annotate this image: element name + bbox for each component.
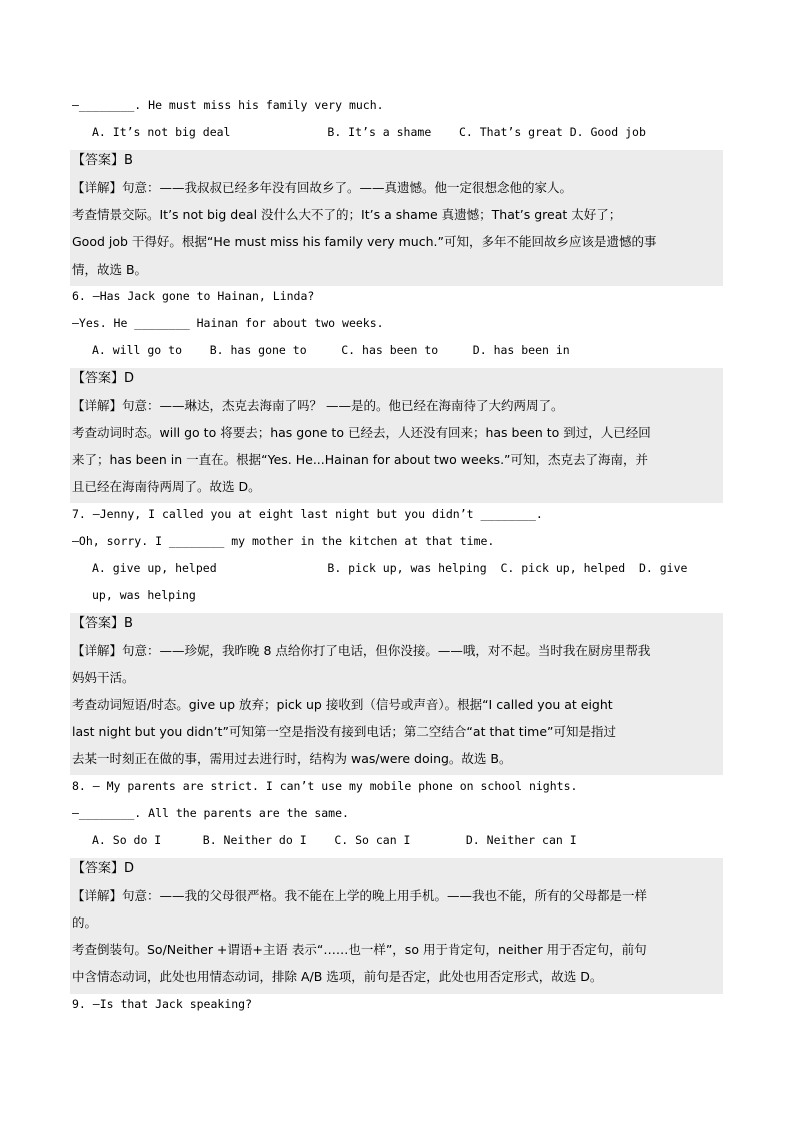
q7-detail-4: last night but you didn’t”可知第一空是指没有接到电话；第二空结合“at that time”可知是指过: [72, 724, 617, 739]
q8-detail-2: 的。: [72, 915, 98, 930]
q8-detail-4: 中含情态动词，此处也用情态动词，排除 A/B 选项，前句是否定，此处也用否定形式，故选 D。: [72, 969, 603, 984]
q5-detail-1: 【详解】句意：——我叔叔已经多年没有回故乡了。——真遗憾。他一定很想念他的家人。: [72, 180, 573, 195]
q6-detail-2: 考查动词时态。will go to 将要去；has gone to 已经去，人还没有回来；has been to 到过，人已经回: [72, 425, 651, 440]
q8-options: A. So do I B. Neither do I C. So can I D. Neither can I: [92, 833, 577, 847]
q5-detail-2: 考查情景交际。It’s not big deal 没什么大不了的；It’s a shame 真遗憾；That’s great 太好了；: [72, 207, 622, 222]
q7-stem-2: —Oh, sorry. I ________ my mother in the kitchen at that time.: [72, 534, 495, 548]
q9-stem-1: 9. —Is that Jack speaking?: [72, 997, 253, 1011]
q6-stem-2: —Yes. He ________ Hainan for about two weeks.: [72, 316, 384, 330]
q7-options-2: up, was helping: [92, 588, 196, 602]
q5-stem: —________. He must miss his family very much.: [72, 98, 384, 112]
q8-answer: 【答案】D: [72, 861, 135, 876]
q6-detail-4: 且已经在海南待两周了。故选 D。: [72, 479, 261, 494]
q5-detail-3: Good job 干得好。根据“He must miss his family very much.”可知，多年不能回故乡应该是遗憾的事: [72, 234, 657, 249]
q8-stem-2: —________. All the parents are the same.: [72, 806, 349, 820]
q7-options-1: A. give up, helped B. pick up, was helping C. pick up, helped D. give: [92, 561, 688, 575]
q7-detail-5: 去某一时刻正在做的事，需用过去进行时，结构为 was/were doing。故选 B。: [72, 751, 512, 766]
q6-detail-1: 【详解】句意：——琳达，杰克去海南了吗？ ——是的。他已经在海南待了大约两周了。: [72, 398, 564, 413]
q8-stem-1: 8. — My parents are strict. I can’t use my mobile phone on school nights.: [72, 779, 578, 793]
q7-detail-3: 考查动词短语/时态。give up 放弃；pick up 接收到（信号或声音）。根据“I called you at eight: [72, 697, 613, 712]
q8-detail-3: 考查倒装句。So/Neither +谓语+主语 表示“……也一样”，so 用于肯定句，neither 用于否定句，前句: [72, 942, 647, 957]
q7-stem-1: 7. —Jenny, I called you at eight last night but you didn’t ________.: [72, 507, 543, 521]
q6-detail-3: 来了；has been in 一直在。根据“Yes. He...Hainan for about two weeks.”可知，杰克去了海南，并: [72, 452, 649, 467]
q6-answer: 【答案】D: [72, 371, 135, 386]
q5-options: A. It’s not big deal B. It’s a shame C. That’s great D. Good job: [92, 125, 646, 139]
q6-options: A. will go to B. has gone to C. has been to D. has been in: [92, 343, 570, 357]
q7-detail-2: 妈妈干活。: [72, 670, 135, 685]
q5-answer: 【答案】B: [72, 153, 133, 168]
q7-answer: 【答案】B: [72, 616, 133, 631]
q6-stem-1: 6. —Has Jack gone to Hainan, Linda?: [72, 289, 315, 303]
q8-detail-1: 【详解】句意：——我的父母很严格。我不能在上学的晚上用手机。——我也不能，所有的父母都是一样: [72, 888, 648, 903]
q7-detail-1: 【详解】句意：——珍妮，我昨晚 8 点给你打了电话，但你没接。——哦，对不起。当时我在厨房里帮我: [72, 643, 651, 658]
q5-detail-4: 情，故选 B。: [72, 262, 148, 277]
